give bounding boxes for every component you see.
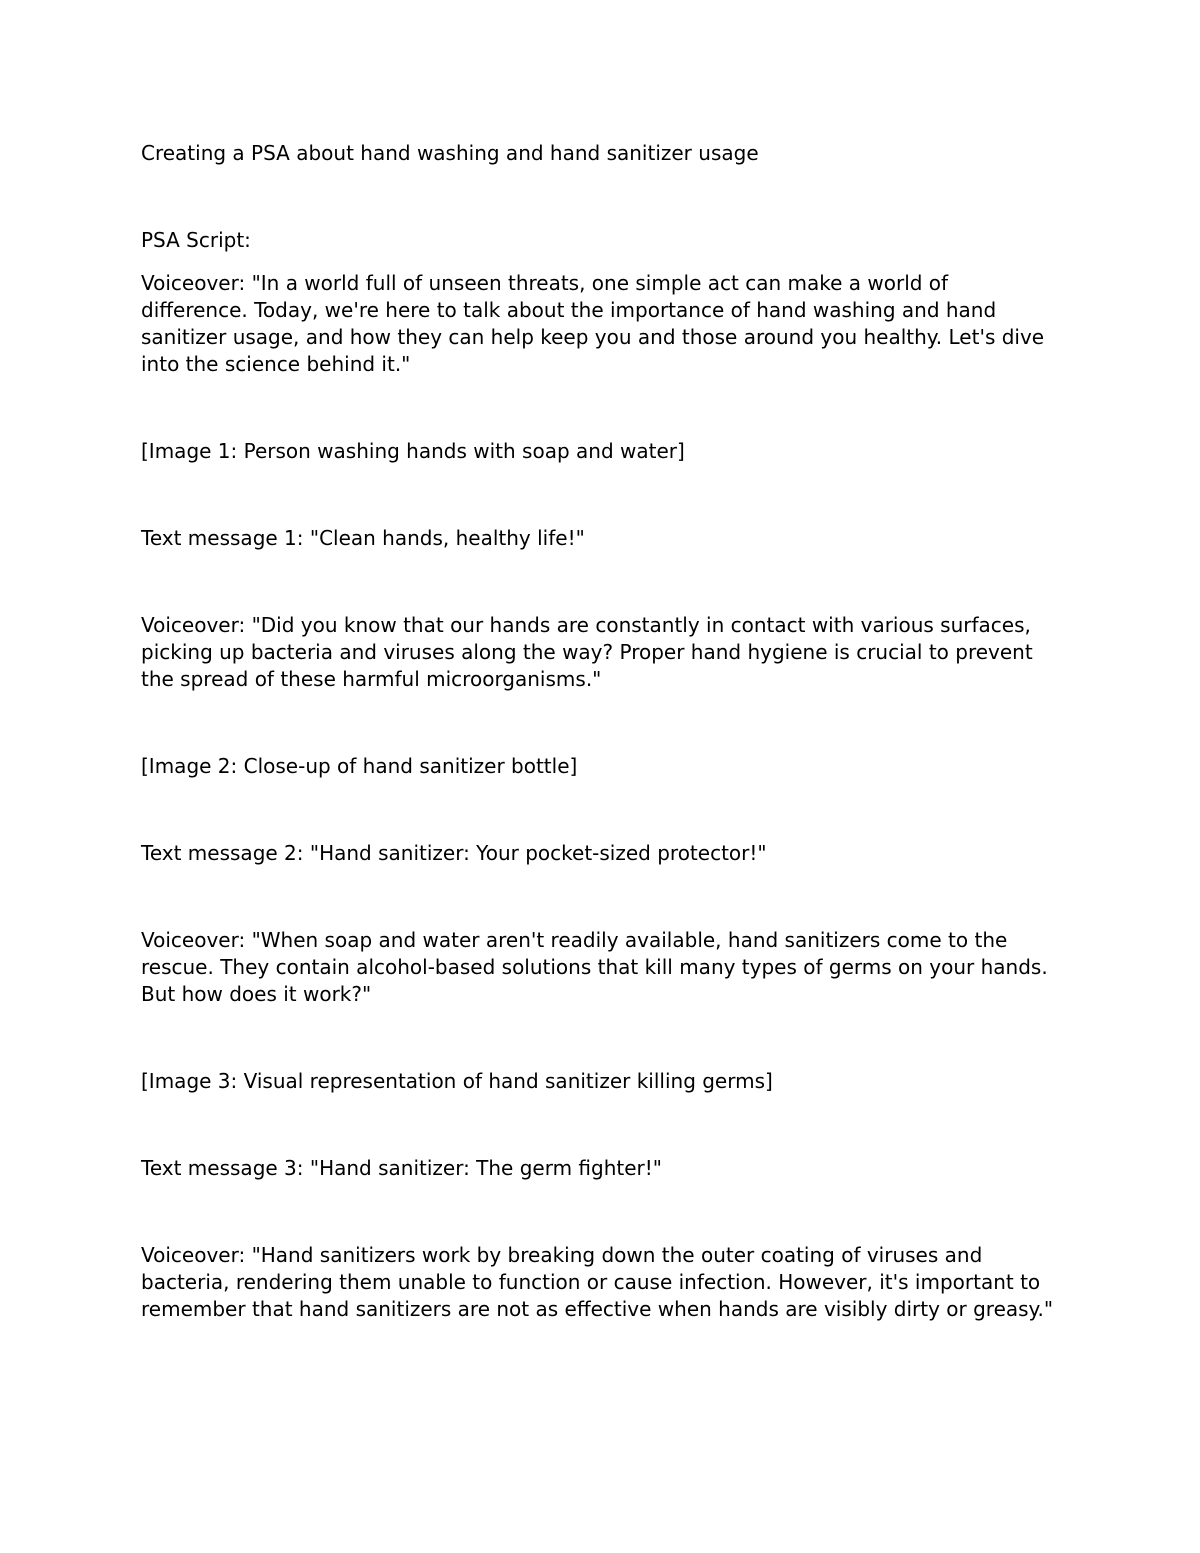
voiceover-paragraph-1: Voiceover: "In a world full of unseen threats, one simple act can make a world of difference. Today, we're here to talk about the importance of hand washing and hand sanitizer usage, and how they can help keep you and those around you healthy. Let's dive into the science behind it." — [141, 271, 1045, 376]
image-note-3: [Image 3: Visual representation of hand sanitizer killing germs] — [141, 1069, 773, 1093]
voiceover-paragraph-3: Voiceover: "When soap and water aren't readily available, hand sanitizers come to the rescue. They contain alcohol-based solutions that kill many types of germs on your hands. But how does it work?" — [141, 928, 1048, 1006]
text-message-3: Text message 3: "Hand sanitizer: The germ fighter!" — [141, 1156, 662, 1180]
voiceover-paragraph-4: Voiceover: "Hand sanitizers work by breaking down the outer coating of viruses and bacteria, rendering them unable to function or cause infection. However, it's important to remember that hand sanitizers are not as effective when hands are visibly dirty or greasy." — [141, 1243, 1054, 1321]
document-body — [141, 140, 1061, 1323]
image-note-2: [Image 2: Close-up of hand sanitizer bottle] — [141, 754, 578, 778]
image-note-1: [Image 1: Person washing hands with soap and water] — [141, 439, 685, 463]
script-heading: PSA Script: — [141, 228, 251, 252]
voiceover-paragraph-2: Voiceover: "Did you know that our hands are constantly in contact with various surfaces, picking up bacteria and viruses along the way? Proper hand hygiene is crucial to prevent the spread of these harmful microorganisms." — [141, 613, 1033, 691]
text-message-1: Text message 1: "Clean hands, healthy life!" — [141, 526, 585, 550]
text-message-2: Text message 2: "Hand sanitizer: Your pocket-sized protector!" — [141, 841, 767, 865]
document-title: Creating a PSA about hand washing and hand sanitizer usage — [141, 141, 759, 165]
